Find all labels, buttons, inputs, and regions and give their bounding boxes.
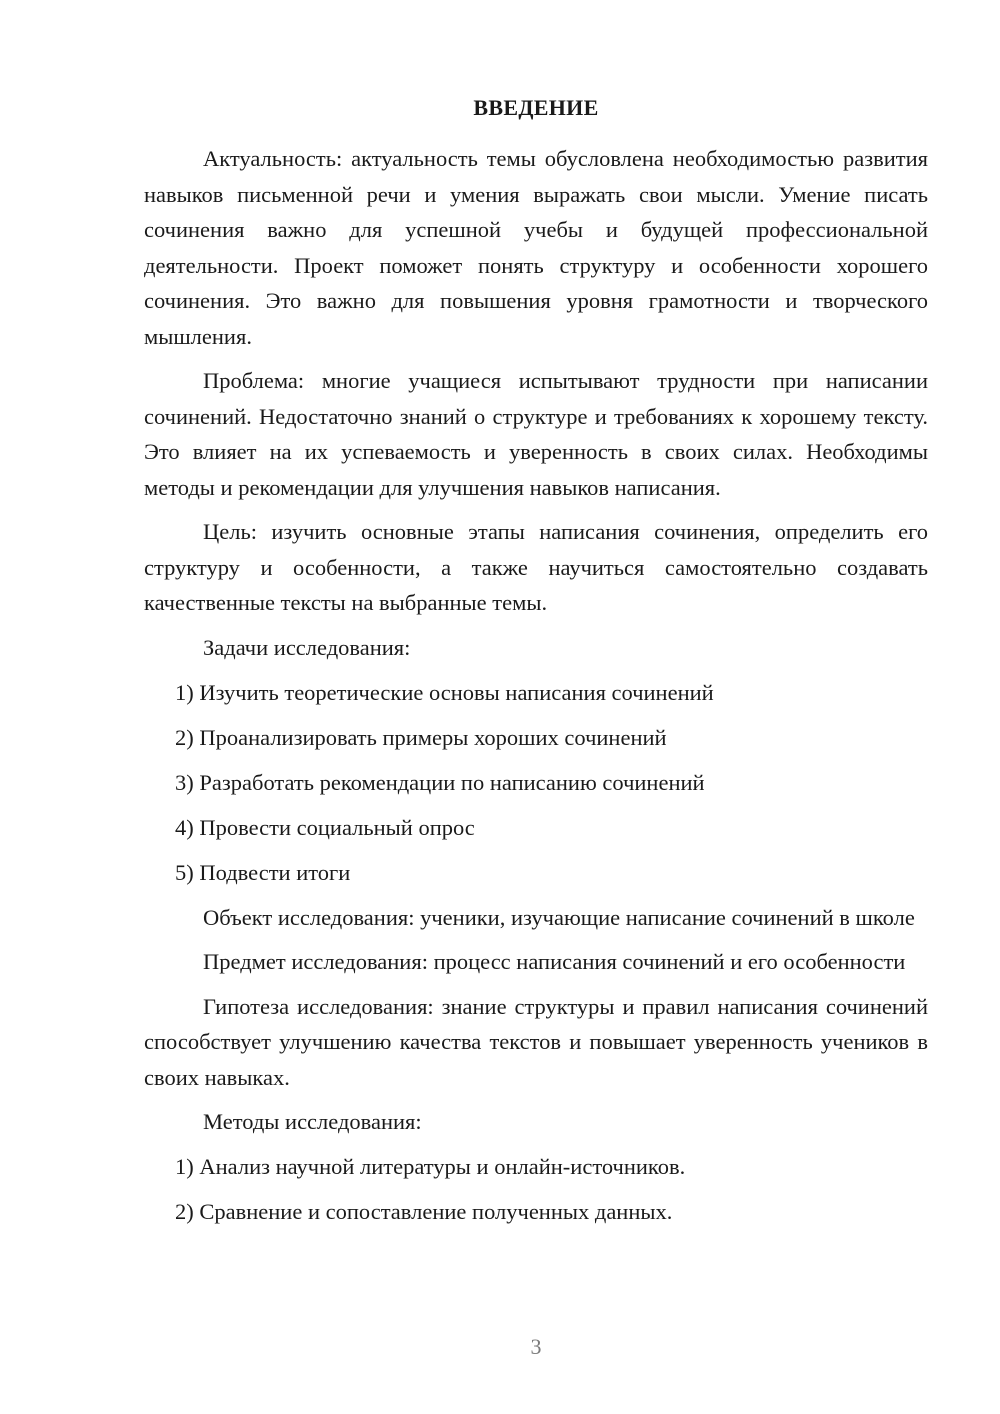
goal-paragraph: Цель: изучить основные этапы написания сочинения, определить его структуру и особенности, а также научиться самостоятельно создавать качественные тексты на выбранные темы. [144, 519, 928, 615]
research-object-paragraph: Объект исследования: ученики, изучающие написание сочинений в школе [203, 904, 915, 930]
task-item: 4) Провести социальный опрос [175, 814, 475, 840]
page-number: 3 [530, 1334, 542, 1359]
page-title: ВВЕДЕНИЕ [473, 95, 599, 120]
methods-heading: Методы исследования: [203, 1109, 422, 1134]
problem-paragraph: Проблема: многие учащиеся испытывают трудности при написании сочинений. Недостаточно знаний о структуре и требованиях к хорошему тексту. Это влияет на их успеваемость и уверенность в своих силах. Необходимы методы и рекомендации для улучшения навыков написания. [144, 368, 928, 500]
task-item: 3) Разработать рекомендации по написанию сочинений [175, 769, 705, 795]
research-subject-paragraph: Предмет исследования: процесс написания сочинений и его особенности [203, 949, 906, 974]
page-content [144, 141, 928, 1239]
task-item: 2) Проанализировать примеры хороших сочинений [175, 724, 667, 750]
method-item: 1) Анализ научной литературы и онлайн-источников. [175, 1154, 686, 1179]
task-item: 1) Изучить теоретические основы написания сочинений [175, 679, 714, 705]
relevance-paragraph: Актуальность: актуальность темы обусловлена необходимостью развития навыков письменной речи и умения выражать свои мысли. Умение писать сочинения важно для успешной учебы и будущей профессиональной деятельности. Проект поможет понять структуру и особенности хорошего сочинения. Это важно для повышения уровня грамотности и творческого мышления. [144, 146, 928, 349]
hypothesis-paragraph: Гипотеза исследования: знание структуры и правил написания сочинений способствует улучшению качества текстов и повышает уверенность учеников в своих навыках. [144, 993, 928, 1090]
tasks-heading: Задачи исследования: [203, 634, 411, 660]
task-item: 5) Подвести итоги [175, 859, 351, 885]
method-item: 2) Сравнение и сопоставление полученных данных. [175, 1199, 673, 1224]
